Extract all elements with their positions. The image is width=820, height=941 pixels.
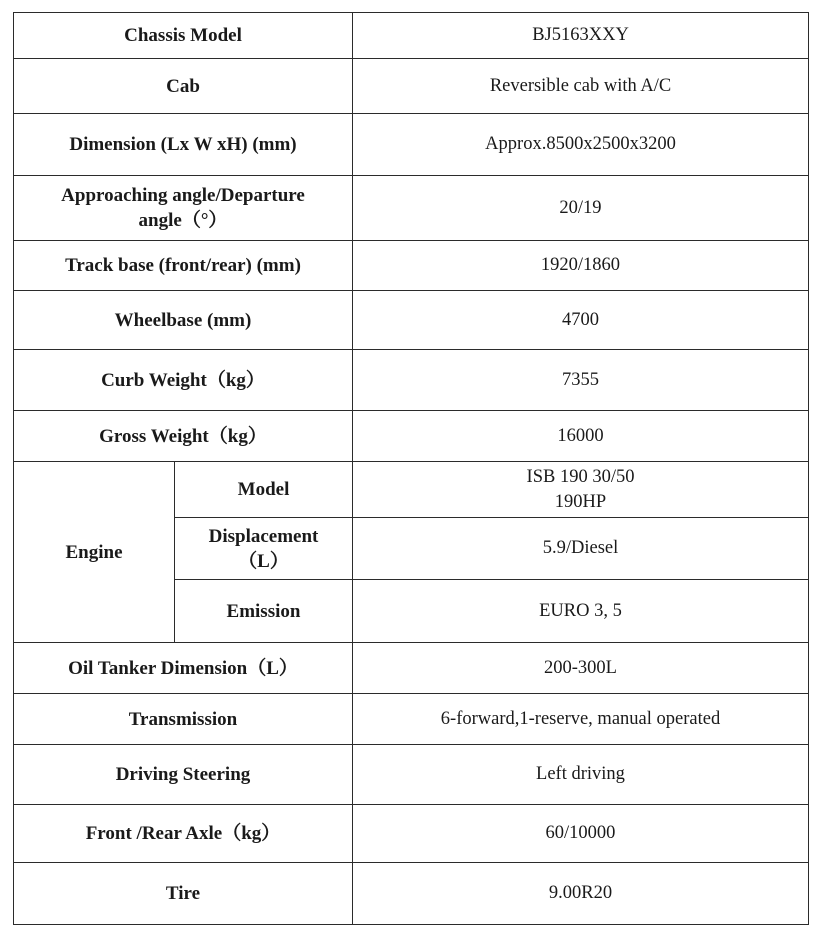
row-value: BJ5163XXY (353, 13, 809, 59)
row-label: Transmission (14, 694, 353, 745)
specification-table (13, 12, 809, 925)
engine-sub-label (175, 518, 353, 580)
table-row (14, 114, 809, 176)
engine-sub-label: Model (175, 462, 353, 518)
row-label: Wheelbase (mm) (14, 291, 353, 350)
row-label: Front /Rear Axle（kg） (14, 805, 353, 863)
row-label: Oil Tanker Dimension（L） (14, 643, 353, 694)
row-label: Dimension (Lx W xH) (mm) (14, 114, 353, 176)
row-value: Approx.8500x2500x3200 (353, 114, 809, 176)
row-value: 200-300L (353, 643, 809, 694)
row-value: 60/10000 (353, 805, 809, 863)
engine-sub-label: Emission (175, 580, 353, 643)
table-row-engine-model (14, 462, 809, 518)
engine-label-line: （L） (238, 550, 289, 572)
engine-sub-value (353, 462, 809, 518)
row-value: Left driving (353, 745, 809, 805)
engine-label-line: Displacement (208, 525, 319, 547)
row-value: Reversible cab with A/C (353, 59, 809, 114)
row-label-line: angle（°） (138, 210, 228, 231)
row-label-line: Approaching angle/Departure (61, 185, 305, 206)
table-row (14, 291, 809, 350)
table-row (14, 13, 809, 59)
table-row (14, 863, 809, 925)
table-row (14, 59, 809, 114)
row-label: Chassis Model (14, 13, 353, 59)
table-row (14, 745, 809, 805)
row-value: 4700 (353, 291, 809, 350)
row-value: 1920/1860 (353, 241, 809, 291)
row-value: 9.00R20 (353, 863, 809, 925)
engine-value-line: 190HP (554, 491, 607, 512)
engine-value-line: ISB 190 30/50 (526, 466, 635, 487)
engine-sub-value: EURO 3, 5 (353, 580, 809, 643)
table-row (14, 411, 809, 462)
row-label: Tire (14, 863, 353, 925)
engine-group-label: Engine (14, 462, 175, 643)
engine-sub-value: 5.9/Diesel (353, 518, 809, 580)
table-row (14, 241, 809, 291)
table-row (14, 805, 809, 863)
row-label (14, 176, 353, 241)
row-value: 20/19 (353, 176, 809, 241)
row-label: Cab (14, 59, 353, 114)
row-label: Driving Steering (14, 745, 353, 805)
row-value: 16000 (353, 411, 809, 462)
row-label: Gross Weight（kg） (14, 411, 353, 462)
row-value: 6-forward,1-reserve, manual operated (353, 694, 809, 745)
table-row (14, 643, 809, 694)
row-label: Track base (front/rear) (mm) (14, 241, 353, 291)
table-row (14, 694, 809, 745)
table-row (14, 176, 809, 241)
row-label: Curb Weight（kg） (14, 350, 353, 411)
row-value: 7355 (353, 350, 809, 411)
table-row (14, 350, 809, 411)
